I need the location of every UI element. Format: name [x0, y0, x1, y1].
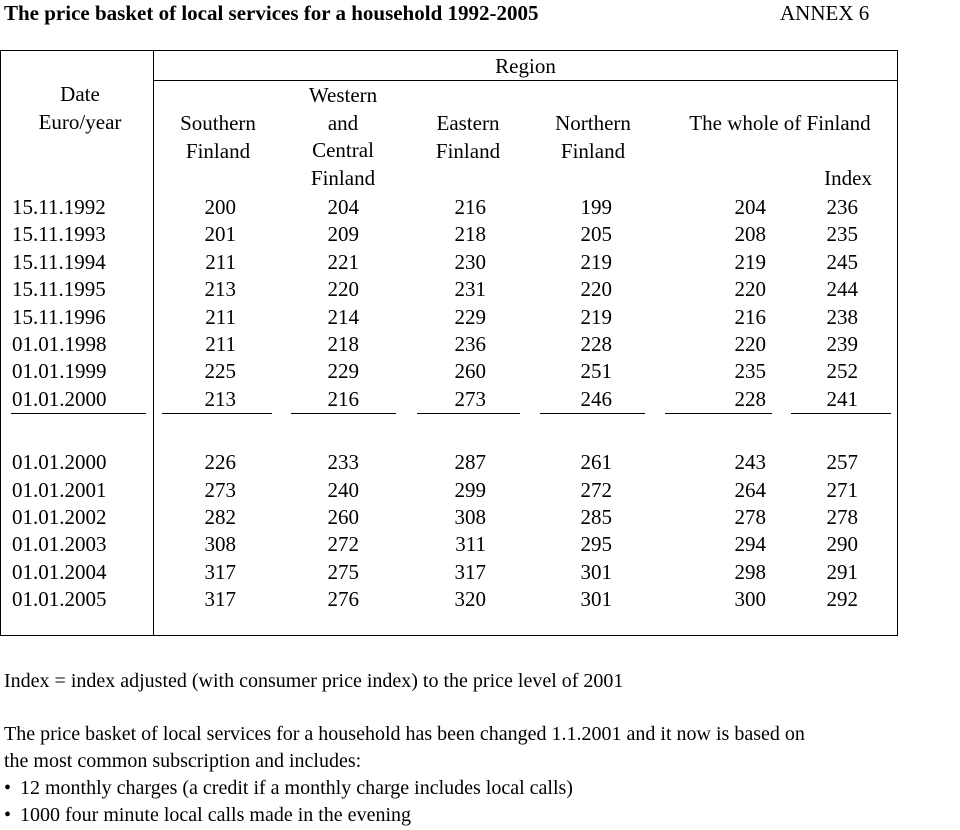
- index-cell: 245: [826, 249, 858, 274]
- date-cell: 01.01.2003: [12, 532, 107, 557]
- index-cell: 291: [826, 559, 858, 584]
- northern-cell: 301: [580, 559, 612, 584]
- date-column-divider: [153, 50, 154, 636]
- northern-cell: 219: [580, 249, 612, 274]
- index-cell: 238: [826, 304, 858, 329]
- eastern-column: [430, 194, 486, 614]
- southern-cell: 211: [205, 332, 236, 357]
- southern-cell: 200: [204, 195, 236, 219]
- whole-finland-header: The whole of Finland: [689, 111, 871, 135]
- basket-item: • 12 monthly charges (a credit if a monthly charge includes local calls): [4, 775, 573, 802]
- western-cell: 240: [327, 477, 359, 502]
- page-title: The price basket of local services for a household 1992-2005: [4, 1, 539, 25]
- block-gap: [550, 413, 612, 449]
- index-cell: 252: [826, 359, 858, 384]
- southern-column: [160, 194, 236, 614]
- southern-cell: 317: [204, 587, 236, 612]
- northern-header: [535, 109, 651, 165]
- western-cell: 272: [327, 532, 359, 557]
- index-cell: 244: [826, 277, 858, 302]
- whole-finland-cell: 220: [734, 277, 766, 302]
- date-cell: 01.01.2005: [12, 587, 107, 612]
- northern-header-line-1: Northern: [555, 111, 631, 135]
- annex-label: ANNEX 6: [780, 1, 870, 25]
- northern-cell: 205: [580, 222, 612, 247]
- index-block-rule: [791, 413, 891, 414]
- eastern-header-line-2: Finland: [435, 139, 501, 163]
- index-cell: 292: [826, 587, 858, 612]
- whole-finland-cell: 216: [734, 304, 766, 329]
- northern-column: [550, 194, 612, 614]
- index-cell: 278: [826, 505, 858, 530]
- southern-cell: 308: [204, 532, 236, 557]
- western-block-rule: [291, 413, 396, 414]
- eastern-cell: 287: [454, 450, 486, 475]
- western-cell: 221: [327, 249, 359, 274]
- date-cell: 01.01.2004: [12, 559, 107, 584]
- southern-cell: 282: [204, 505, 236, 530]
- southern-cell: 211: [205, 249, 236, 274]
- date-cell: 01.01.1999: [12, 359, 107, 384]
- block-gap: [160, 413, 236, 449]
- northern-cell: 272: [580, 477, 612, 502]
- date-cell: 01.01.2001: [12, 477, 107, 502]
- eastern-cell: 236: [454, 332, 486, 357]
- northern-cell: 261: [580, 450, 612, 475]
- whole-finland-cell: 204: [734, 195, 766, 219]
- eastern-cell: 231: [454, 277, 486, 302]
- eastern-cell: 229: [454, 304, 486, 329]
- index-cell: 241: [826, 386, 858, 411]
- index-cell: 239: [826, 332, 858, 357]
- whole-finland-column: [690, 194, 766, 614]
- eastern-cell: 311: [455, 532, 486, 557]
- change-note-line-2: the most common subscription and includes:: [4, 750, 362, 772]
- western-column: [300, 194, 359, 614]
- whole-finland-cell: 298: [734, 559, 766, 584]
- western-header-line-4: Finland: [310, 165, 376, 190]
- southern-cell: 225: [204, 359, 236, 384]
- eastern-cell: 273: [454, 386, 486, 411]
- eastern-header: [410, 109, 526, 165]
- western-cell: 220: [327, 277, 359, 302]
- northern-block-rule: [540, 413, 645, 414]
- southern-cell: 317: [204, 559, 236, 584]
- block-gap: [800, 413, 858, 449]
- western-cell: 209: [327, 222, 359, 247]
- index-cell: 236: [826, 195, 858, 219]
- whole-finland-cell: 264: [734, 477, 766, 502]
- region-header-rule: [153, 80, 898, 81]
- eastern-cell: 230: [454, 249, 486, 274]
- western-header-line-2: and: [327, 110, 359, 135]
- date-block-rule: [11, 413, 146, 414]
- change-note-line-1: The price basket of local services for a household has been changed 1.1.2001 and it now is based on: [4, 723, 805, 745]
- whole-finland-cell: 220: [734, 332, 766, 357]
- western-cell: 229: [327, 359, 359, 384]
- whole-finland-cell: 294: [734, 532, 766, 557]
- northern-cell: 246: [580, 386, 612, 411]
- western-cell: 233: [327, 450, 359, 475]
- whole-finland-cell: 235: [734, 359, 766, 384]
- southern-cell: 213: [204, 386, 236, 411]
- western-cell: 218: [327, 332, 359, 357]
- eastern-cell: 308: [454, 505, 486, 530]
- eastern-cell: 320: [454, 587, 486, 612]
- eastern-cell: 216: [454, 195, 486, 219]
- index-note: Index = index adjusted (with consumer price index) to the price level of 2001: [4, 670, 624, 692]
- date-column: [12, 194, 107, 614]
- northern-header-line-2: Finland: [560, 139, 626, 163]
- whole-finland-block-rule: [665, 413, 772, 414]
- northern-cell: 285: [580, 505, 612, 530]
- western-cell: 214: [327, 304, 359, 329]
- northern-cell: 220: [580, 277, 612, 302]
- northern-cell: 251: [580, 359, 612, 384]
- region-header: Region: [495, 54, 556, 78]
- northern-cell: 199: [580, 195, 612, 219]
- northern-cell: 219: [580, 304, 612, 329]
- northern-cell: 295: [580, 532, 612, 557]
- whole-finland-cell: 219: [734, 249, 766, 274]
- index-cell: 257: [826, 450, 858, 475]
- western-header: [285, 82, 401, 192]
- southern-cell: 273: [204, 477, 236, 502]
- whole-finland-cell: 208: [734, 222, 766, 247]
- eastern-cell: 260: [454, 359, 486, 384]
- eastern-header-line-1: Eastern: [436, 111, 500, 135]
- western-cell: 260: [327, 505, 359, 530]
- index-cell: 271: [826, 477, 858, 502]
- northern-cell: 228: [580, 332, 612, 357]
- southern-header-line-1: Southern: [180, 111, 256, 135]
- western-cell: 216: [327, 386, 359, 411]
- date-cell: 01.01.2000: [12, 450, 107, 475]
- western-cell: 275: [327, 559, 359, 584]
- southern-block-rule: [162, 413, 272, 414]
- eastern-block-rule: [417, 413, 520, 414]
- date-cell: 01.01.1998: [12, 332, 107, 357]
- whole-finland-cell: 278: [734, 505, 766, 530]
- whole-finland-cell: 243: [734, 450, 766, 475]
- southern-header-line-2: Finland: [185, 139, 251, 163]
- index-column: [800, 194, 858, 614]
- western-cell: 276: [327, 587, 359, 612]
- date-cell: 15.11.1996: [12, 304, 106, 329]
- southern-cell: 226: [204, 450, 236, 475]
- eastern-cell: 317: [454, 559, 486, 584]
- block-gap: [12, 413, 107, 449]
- western-cell: 204: [327, 195, 359, 219]
- date-cell: 15.11.1994: [12, 249, 106, 274]
- block-gap: [690, 413, 766, 449]
- date-cell: 15.11.1992: [12, 195, 106, 219]
- southern-cell: 201: [204, 222, 236, 247]
- block-gap: [430, 413, 486, 449]
- block-gap: [300, 413, 359, 449]
- basket-item: • 1000 four minute local calls made in the evening: [4, 802, 573, 829]
- date-header: [20, 80, 140, 136]
- western-header-line-3: Central: [312, 138, 374, 162]
- date-header-line-2: Euro/year: [38, 110, 122, 134]
- date-cell: 01.01.2000: [12, 386, 107, 411]
- northern-cell: 301: [580, 587, 612, 612]
- southern-cell: 211: [205, 304, 236, 329]
- eastern-cell: 299: [454, 477, 486, 502]
- western-header-line-1: Western: [308, 83, 378, 107]
- index-cell: 235: [826, 222, 858, 247]
- date-cell: 15.11.1993: [12, 222, 106, 247]
- basket-contents-list: [4, 775, 573, 829]
- index-cell: 290: [826, 532, 858, 557]
- date-header-line-1: Date: [60, 82, 100, 106]
- southern-cell: 213: [204, 277, 236, 302]
- change-note: [4, 721, 805, 775]
- eastern-cell: 218: [454, 222, 486, 247]
- southern-header: [160, 109, 276, 165]
- index-header: Index: [824, 166, 872, 190]
- whole-finland-cell: 228: [734, 386, 766, 411]
- date-cell: 01.01.2002: [12, 505, 107, 530]
- date-cell: 15.11.1995: [12, 277, 106, 302]
- whole-finland-cell: 300: [734, 587, 766, 612]
